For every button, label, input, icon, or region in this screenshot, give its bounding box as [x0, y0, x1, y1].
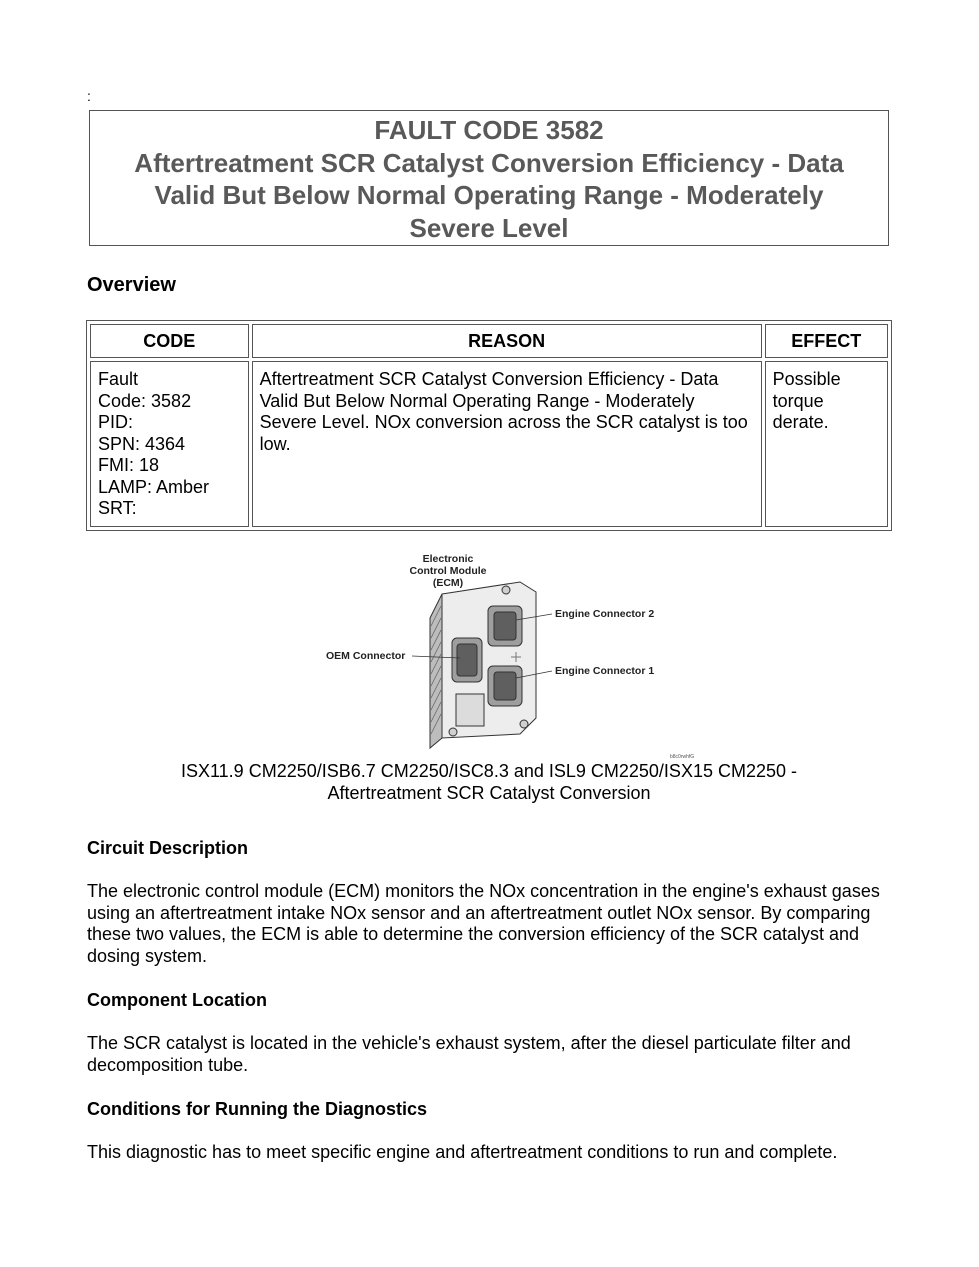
page-marker: :: [87, 88, 91, 104]
fault-code-title-box: [89, 110, 889, 246]
code-line: LAMP: Amber: [98, 476, 210, 497]
code-column-header: CODE: [90, 324, 249, 358]
code-line: PID:: [98, 412, 134, 432]
code-line: Fault: [98, 369, 139, 389]
ecm-module-illustration: [430, 582, 536, 748]
effect-column-header: EFFECT: [765, 324, 888, 358]
code-cell: [90, 361, 249, 527]
fault-code-description-line-1: Aftertreatment SCR Catalyst Conversion Efficiency - Data: [134, 147, 844, 178]
effect-cell: Possible torque derate.: [765, 361, 888, 527]
code-line: SRT:: [98, 498, 137, 518]
fault-code-title: FAULT CODE 3582: [374, 115, 604, 145]
conditions-heading: Conditions for Running the Diagnostics: [87, 1099, 427, 1119]
figure-id: b8c0rwhfG: [670, 754, 695, 760]
fault-code-description-line-2: Valid But Below Normal Operating Range - Moderately: [154, 180, 824, 210]
circuit-description-heading: Circuit Description: [87, 838, 249, 858]
code-line: FMI: 18: [98, 455, 160, 475]
figure-caption-line-2: Aftertreatment SCR Catalyst Conversion: [327, 783, 651, 803]
circuit-description-text: The electronic control module (ECM) monitors the NOx concentration in the engine's exhaust gases using an aftertreatment intake NOx sensor and an aftertreatment outlet NOx sensor. By comparing these two values, the ECM is able to determine the conversion efficiency of the SCR catalyst and dosing system.: [87, 881, 880, 966]
table-row: [90, 361, 888, 527]
conditions-text: This diagnostic has to meet specific engine and aftertreatment conditions to run and complete.: [87, 1142, 838, 1162]
engine-connector-1-label: Engine Connector 1: [555, 665, 655, 677]
ecm-label-line-2: Control Module: [409, 565, 487, 577]
fault-code-description-line-3: Severe Level: [409, 212, 569, 243]
engine-connector-2-label: Engine Connector 2: [555, 608, 655, 620]
ecm-label-line-3: (ECM): [432, 577, 464, 589]
code-line: SPN: 4364: [98, 433, 186, 454]
fault-overview-table: [86, 320, 892, 531]
oem-connector-label: OEM Connector: [326, 650, 406, 662]
table-header-row: [90, 324, 888, 358]
ecm-label-line-1: Electronic: [422, 553, 474, 565]
ecm-connector-diagram: [320, 548, 700, 760]
component-location-text: The SCR catalyst is located in the vehicle's exhaust system, after the diesel particulate filter and decomposition tube.: [87, 1033, 851, 1075]
reason-cell: Aftertreatment SCR Catalyst Conversion Efficiency - Data Valid But Below Normal Operating Range - Moderately Severe Level. NOx conversion across the SCR catalyst is too low.: [252, 361, 762, 527]
reason-column-header: REASON: [252, 324, 762, 358]
component-location-heading: Component Location: [87, 990, 267, 1010]
figure-caption: [87, 760, 891, 804]
overview-heading: Overview: [87, 274, 176, 296]
code-line: Code: 3582: [98, 390, 192, 411]
figure-caption-line-1: ISX11.9 CM2250/ISB6.7 CM2250/ISC8.3 and ISL9 CM2250/ISX15 CM2250 -: [180, 761, 798, 781]
